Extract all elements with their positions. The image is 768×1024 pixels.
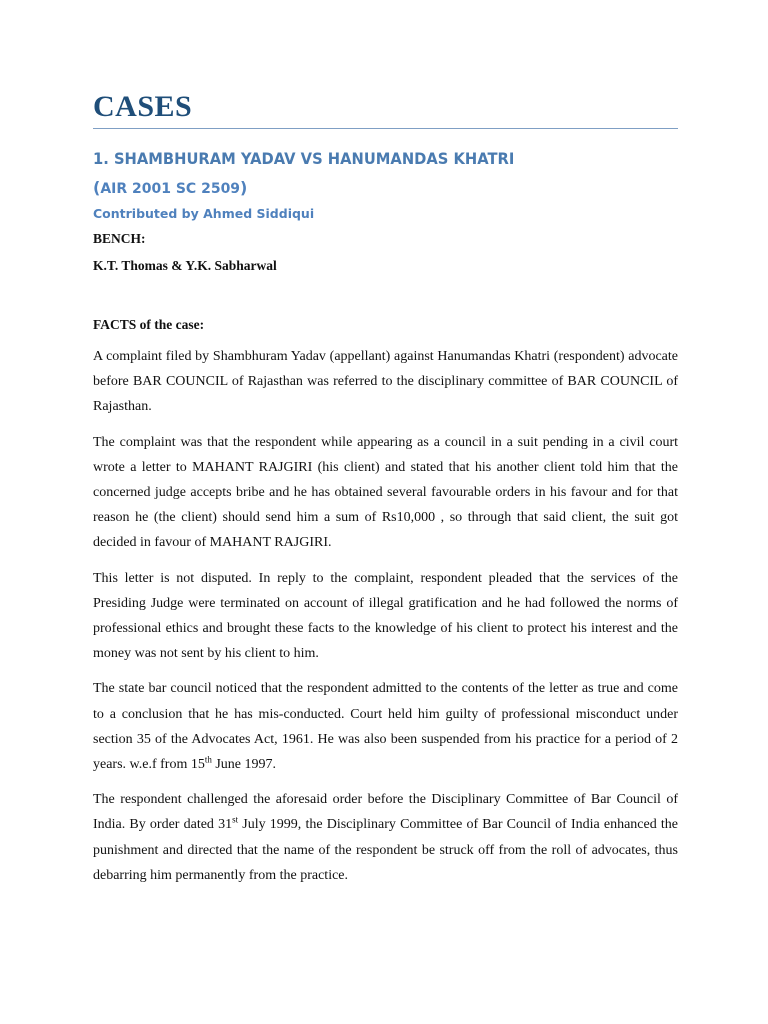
citation-close-paren: ) xyxy=(240,178,248,197)
bench-names: K.T. Thomas & Y.K. Sabharwal xyxy=(93,258,277,273)
ordinal-suffix: st xyxy=(232,814,239,825)
paragraph-text: July 1999, the Disciplinary Committee of Bar Council of India enhanced the punishment and directed that the name of the respondent be struck off from the roll of advocates, thus debarring him permanently from the practice. xyxy=(93,817,678,883)
paragraph-bar-council-india xyxy=(93,787,678,888)
paragraph-text: The state bar council noticed that the respondent admitted to the contents of the letter as true and come to a conclusion that he has mis-conducted. Court held him guilty of professional misconduct under section 35 of the Advocates Act, 1961. He was also been suspended from his practice for a period of 2 years. w.e.f from 15 xyxy=(93,681,678,773)
paragraph-state-bar-council xyxy=(93,676,678,777)
case-heading: 1. SHAMBHURAM YADAV VS HANUMANDAS KHATRI xyxy=(93,149,515,168)
paragraph-complaint-details: The complaint was that the respondent while appearing as a council in a suit pending in a civil court wrote a letter to MAHANT RAJGIRI (his client) and stated that his another client told him that the concerned judge accepts bribe and he has obtained several favourable orders in his favour and for that reason he (the client) should send him a sum of Rs10,000 , so through that said client, the suit got decided in favour of MAHANT RAJGIRI. xyxy=(93,434,678,551)
paragraph-letter-not-disputed: This letter is not disputed. In reply to the complaint, respondent pleaded that the services of the Presiding Judge were terminated on account of illegal gratification and he had followed the norms of professional ethics and brought these facts to the knowledge of his client to protect his interest and the money was not sent by his client to him. xyxy=(93,570,678,662)
document-body xyxy=(93,88,678,888)
paragraph-text: June 1997. xyxy=(211,757,277,773)
citation-open-paren: ( xyxy=(93,178,101,197)
ordinal-suffix: th xyxy=(204,754,212,765)
title-underline xyxy=(93,128,678,129)
paragraph-complaint-filed: A complaint filed by Shambhuram Yadav (appellant) against Hanumandas Khatri (respondent) advocate before BAR COUNCIL of Rajasthan was referred to the disciplinary committee of BAR COUNCIL of Rajasthan. xyxy=(93,349,678,415)
paragraph-text: The respondent challenged the aforesaid order before the Disciplinary Committee of Bar Council of India. By order dated 31 xyxy=(93,792,678,833)
citation-text: AIR 2001 SC 2509 xyxy=(100,181,241,197)
contributor-credit: Contributed by Ahmed Siddiqui xyxy=(93,206,315,221)
bench-label: BENCH: xyxy=(93,231,146,246)
facts-heading: FACTS of the case: xyxy=(93,317,205,332)
case-citation xyxy=(93,179,678,198)
page-title: CASES xyxy=(93,90,193,123)
